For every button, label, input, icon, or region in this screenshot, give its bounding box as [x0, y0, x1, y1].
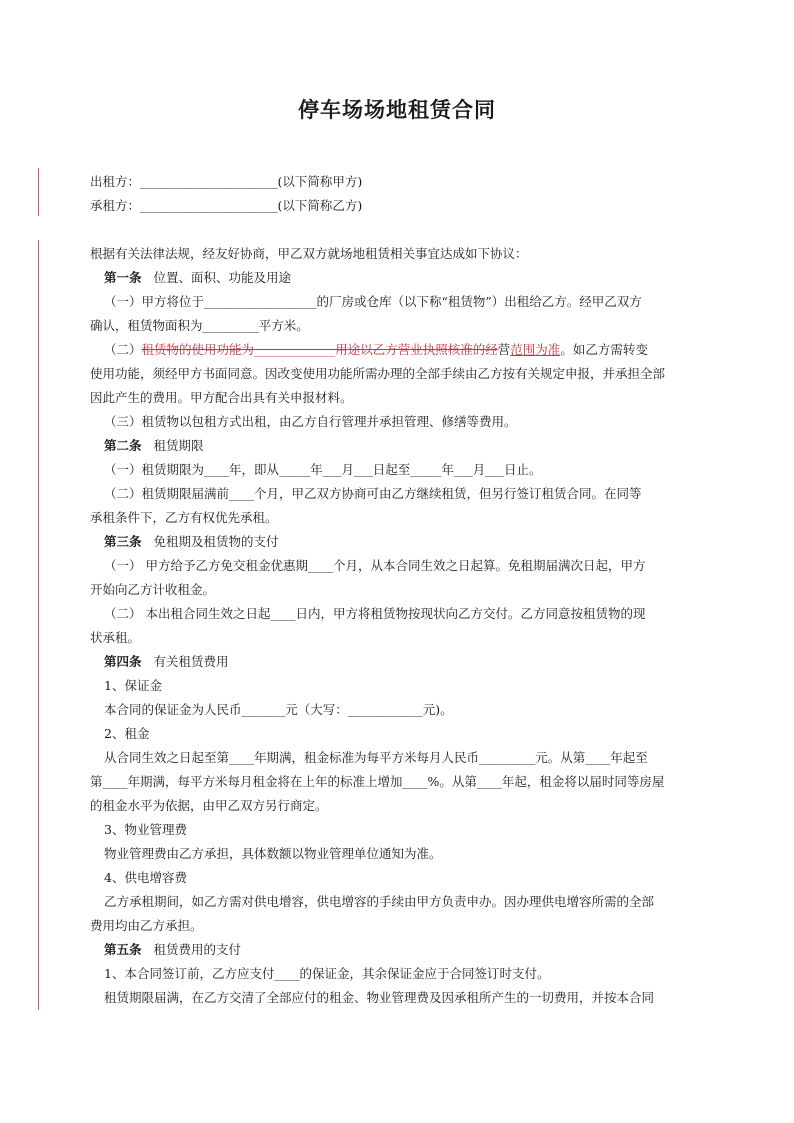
intro-paragraph: 根据有关法律法规，经友好协商，甲乙双方就场地租赁相关事宜达成如下协议： [90, 246, 528, 261]
paragraph-line: 确认，租赁物面积为_________平方米。 [90, 318, 309, 333]
paragraph-line: 物业管理费由乙方承担，具体数额以物业管理单位通知为准。 [104, 846, 442, 861]
paragraph-line: 乙方承租期间，如乙方需对供电增容，供电增容的手续由甲方负责申办。因办理供电增容所需的全部 [104, 894, 655, 909]
revision-bar [38, 240, 39, 1010]
lessor-line: 出租方：______________________(以下简称甲方) [90, 174, 363, 189]
article-title: 租赁期限 [153, 438, 204, 453]
article-number: 第二条 [104, 438, 142, 453]
article-number: 第四条 [104, 654, 142, 669]
article-title: 位置、面积、功能及用途 [153, 270, 291, 285]
paragraph-line: 开始向乙方计收租金。 [90, 582, 216, 597]
paragraph-line: 使用功能，须经甲方书面同意。因改变使用功能所需办理的全部手续由乙方按有关规定申报，并承担全部 [90, 366, 666, 381]
article1-heading [104, 270, 291, 286]
paragraph-line: 的租金水平为依据，由甲乙双方另行商定。 [90, 798, 328, 813]
paragraph-line: 租赁期限届满，在乙方交清了全部应付的租金、物业管理费及因承租所产生的一切费用，并按本合同 [104, 990, 655, 1005]
paragraph-line: （一）租赁期限为____年，即从_____年___月___日起至_____年___月___日止。 [104, 462, 542, 477]
paragraph-line-tracked: （二）租赁物的使用功能为_____________用途以乙方营业执照核准的经营范围为准。如乙方需转变 [104, 342, 648, 357]
subsection-heading: 2、租金 [104, 726, 150, 741]
paragraph-line: 本合同的保证金为人民币_______元（大写：____________元)。 [104, 702, 453, 717]
paragraph-line: 费用均由乙方承担。 [90, 918, 203, 933]
paragraph-line: 因此产生的费用。甲方配合出具有关申报材料。 [90, 390, 353, 405]
revision-bar [38, 168, 39, 216]
subsection-heading: 4、供电增容费 [104, 870, 187, 885]
subsection-heading: 1、保证金 [104, 678, 162, 693]
document-title: 停车场场地租赁合同 [298, 97, 496, 122]
article2-heading [104, 438, 203, 454]
paragraph-line: 第____年期满，每平方米每月租金将在上年的标准上增加____%。从第____年起，租金将以届时同等房屋 [90, 774, 665, 789]
article-title: 免租期及租赁物的支付 [153, 534, 279, 549]
article-title: 有关租赁费用 [153, 654, 229, 669]
article3-heading [104, 534, 278, 550]
article-number: 第三条 [104, 534, 142, 549]
paragraph-line: 从合同生效之日起至第____年期满，租金标准为每平方米每月人民币_________元。从第____年起至 [104, 750, 648, 765]
article-number: 第一条 [104, 270, 142, 285]
paragraph-line: （一）甲方将位于__________________的厂房或仓库（以下称“租赁物”）出租给乙方。经甲乙双方 [104, 294, 642, 309]
paragraph-line: （二） 本出租合同生效之日起____日内，甲方将租赁物按现状向乙方交付。乙方同意按租赁物的现 [104, 606, 646, 621]
article-title: 租赁费用的支付 [153, 942, 241, 957]
subsection-heading: 3、物业管理费 [104, 822, 187, 837]
deleted-text: 租赁物的使用功能为_____________用途以乙方营业执照核准的经 [141, 342, 498, 357]
article4-heading [104, 654, 228, 670]
paragraph-line: （二）租赁期限届满前____个月，甲乙双方协商可由乙方继续租赁，但另行签订租赁合同。在同等 [104, 486, 642, 501]
lessee-line: 承租方：______________________(以下简称乙方) [90, 198, 363, 213]
article-number: 第五条 [104, 942, 142, 957]
paragraph-line: （三）租赁物以包租方式出租，由乙方自行管理并承担管理、修缮等费用。 [104, 414, 517, 429]
paragraph-line: 状承租。 [90, 630, 141, 645]
inserted-text: 范围为准 [510, 342, 561, 357]
article5-heading [104, 942, 241, 958]
paragraph-line: 承租条件下，乙方有权优先承租。 [90, 510, 278, 525]
paragraph-line: 1、本合同签订前，乙方应支付____的保证金，其余保证金应于合同签订时支付。 [104, 966, 550, 981]
paragraph-line: （一） 甲方给予乙方免交租金优惠期____个月，从本合同生效之日起算。免租期届满次日起，甲方 [104, 558, 646, 573]
